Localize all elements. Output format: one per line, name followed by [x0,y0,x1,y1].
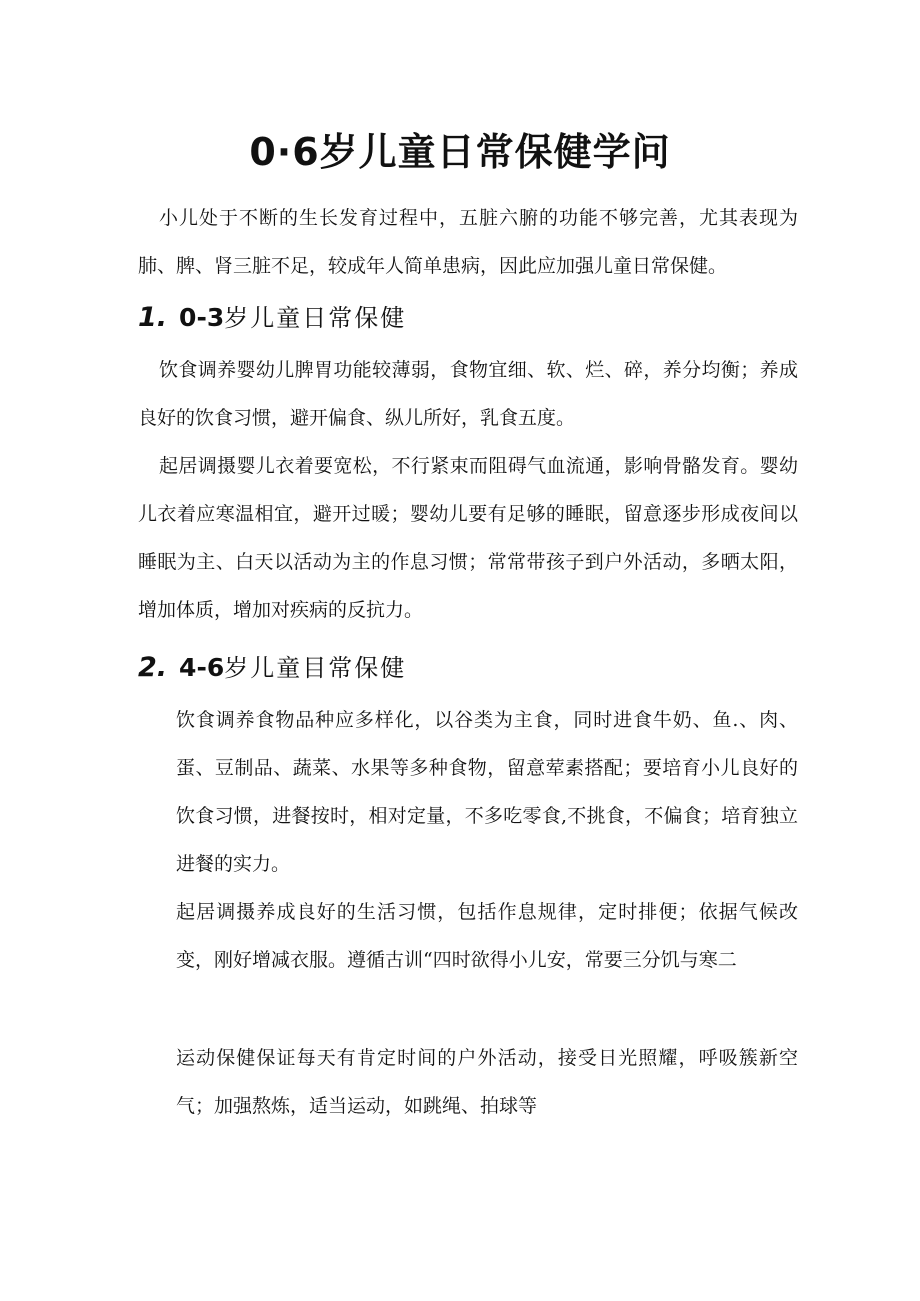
section-2-paragraph-exercise: 运动保健保证每天有肯定时间的户外活动，接受日光照耀，呼吸簇新空气；加强熬炼，适当运动，如跳绳、拍球等 [176,1047,798,1117]
section-2-paragraph-daily-care: 起居调摄养成良好的生活习惯，包括作息规律，定时排便；依据气候改变，刚好增减衣服。遵循古训“四时欲得小儿安，常要三分饥与寒二 [176,901,798,971]
section-title-2: 岁儿童目常保健 [224,654,407,682]
section-age-range-1: 0-3 [179,303,225,332]
document-title: 0·6岁儿童日常保健学问 [249,130,671,174]
section-number-1: 1. [138,302,168,333]
section-title-1: 岁儿童日常保健 [224,304,407,332]
section-2-paragraph-diet: 饮食调养食物品种应多样化，以谷类为主食，同时进食牛奶、鱼.、肉、蛋、豆制品、蔬菜、水果等多种食物，留意荤素搭配；要培育小儿良好的饮食习惯，进餐按时，相对定量，不多吃零食,不挑食，不偏食；培育独立进餐的实力。 [176,709,798,875]
section-age-range-2: 4-6 [179,653,225,682]
section-heading-2 [138,648,406,688]
section-1-paragraph-diet: 饮食调养婴幼儿脾胃功能较薄弱，食物宜细、软、烂、碎，养分均衡；养成良好的饮食习惯，避开偏食、纵儿所好，乳食五度。 [138,359,798,429]
section-number-2: 2. [138,652,168,683]
intro-paragraph: 小儿处于不断的生长发育过程中，五脏六腑的功能不够完善，尤其表现为肺、脾、肾三脏不足，较成年人简单患病，因此应加强儿童日常保健。 [138,207,798,277]
section-heading-1 [138,298,406,338]
section-1-paragraph-daily-care: 起居调摄婴儿衣着要宽松，不行紧束而阻碍气血流通，影响骨骼发育。婴幼儿衣着应寒温相宜，避开过暖；婴幼儿要有足够的睡眠，留意逐步形成夜间以睡眠为主、白天以活动为主的作息习惯；常常带孩子到户外活动，多晒太阳，增加体质，增加对疾病的反抗力。 [138,455,798,621]
